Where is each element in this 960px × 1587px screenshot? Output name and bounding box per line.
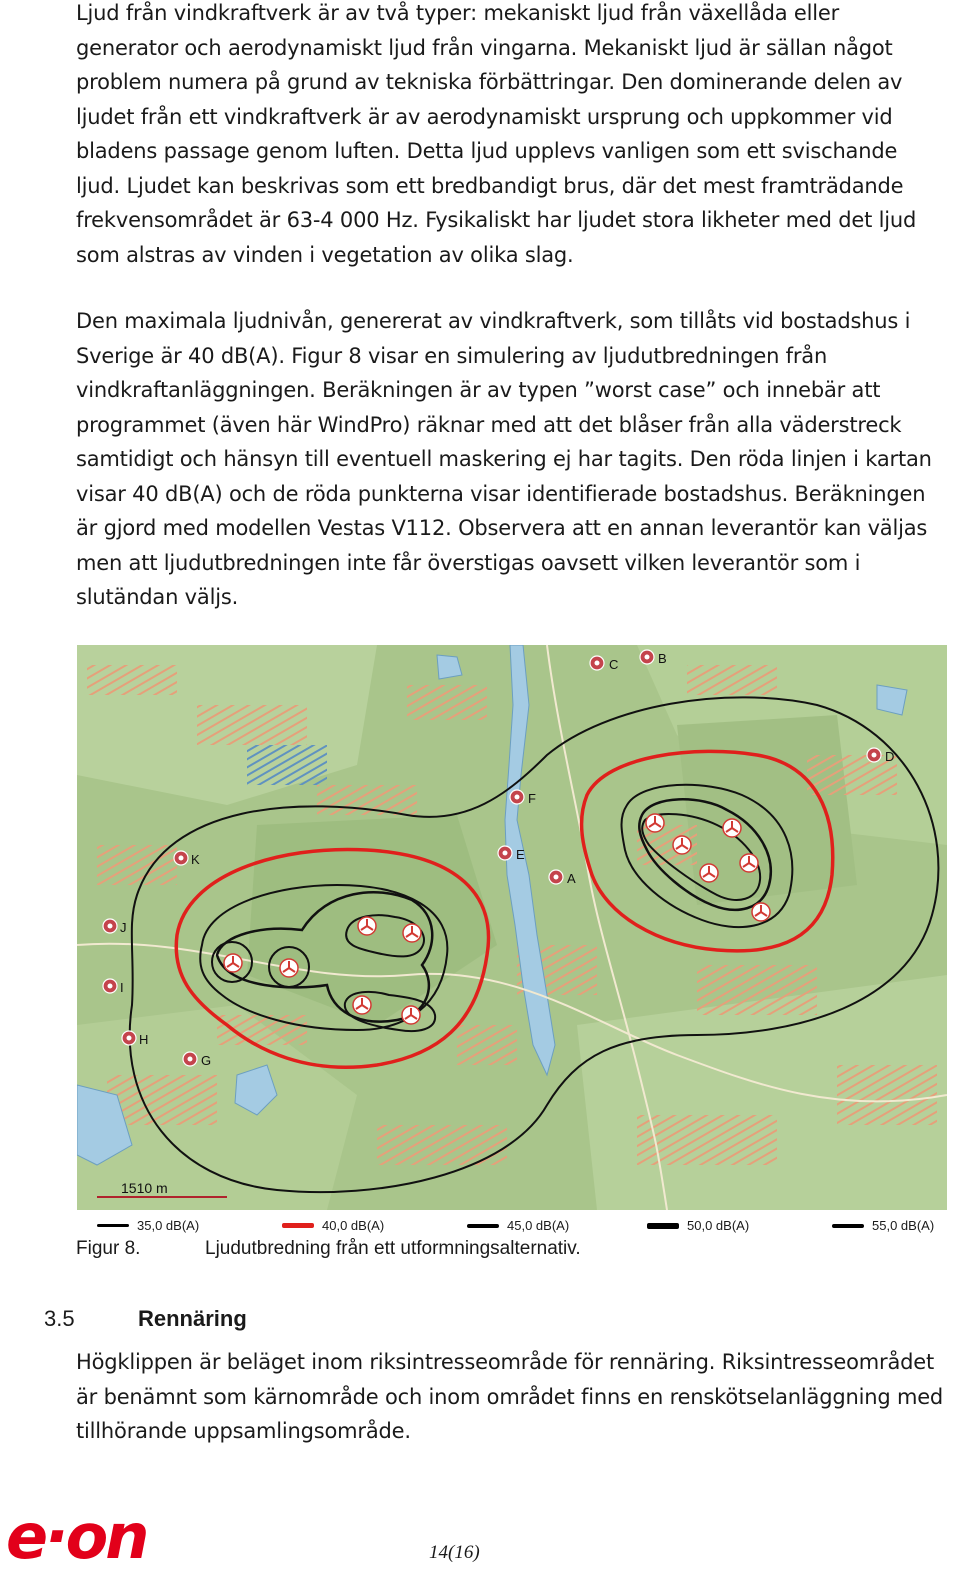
legend-item-40 xyxy=(282,1218,384,1233)
section-number: 3.5 xyxy=(44,1306,75,1331)
figure-caption xyxy=(76,1238,581,1260)
house-marker xyxy=(510,790,524,804)
house-label: C xyxy=(609,657,619,672)
house-marker xyxy=(867,748,881,762)
house-label: H xyxy=(139,1032,149,1047)
house-marker xyxy=(174,851,188,865)
page-number: 14(16) xyxy=(429,1542,480,1563)
eon-logo xyxy=(4,1498,184,1568)
scale-bar-label: 1510 m xyxy=(121,1180,168,1196)
house-label: B xyxy=(658,651,667,666)
legend-item-55 xyxy=(832,1218,934,1233)
legend-label: 50,0 dB(A) xyxy=(687,1218,750,1233)
house-label: D xyxy=(885,749,895,764)
map-legend xyxy=(77,1214,947,1240)
body-paragraph-1: Ljud från vindkraftverk är av två typer: mekaniskt ljud från växellåda eller generator och aerodynamiskt ljud från vingarna. Mekaniskt ljud är sällan något problem numera på grund av tekniska förbättringar. Den dominerande delen av ljudet från ett vindkraftverk är av aerodynamiskt ursprung och uppkommer vid bladens passage genom luften. Detta ljud upplevs vanligen som ett svischande ljud. Ljudet kan beskrivas som ett bredbandigt brus, där det mest framträdande frekvensområdet är 63-4 000 Hz. Fysikaliskt har ljudet stora likheter med det ljud som alstras av vinden i vegetation av olika slag. xyxy=(76,1,917,267)
legend-label: 40,0 dB(A) xyxy=(322,1218,385,1233)
house-label: A xyxy=(567,871,576,886)
legend-line xyxy=(467,1224,499,1228)
house-marker xyxy=(183,1052,197,1066)
house-marker xyxy=(640,650,654,664)
section-paragraph: Högklippen är beläget inom riksintresseområde för rennäring. Riksintresseområdet är benämnt som kärnområde och inom området finns en renskötselanläggning med tillhörande uppsamlingsområde. xyxy=(76,1350,944,1443)
house-label: F xyxy=(528,791,536,806)
house-marker xyxy=(122,1031,136,1045)
legend-line xyxy=(97,1224,129,1227)
body-paragraph-2: Den maximala ljudnivån, genererat av vindkraftverk, som tillåts vid bostadshus i Sverige är 40 dB(A). Figur 8 visar en simulering av ljudutbredningen från vindkraftanläggningen. Beräkningen är av typen ”worst case” och innebär att programmet (även här WindPro) räknar med att det blåser från alla väderstreck samtidigt och hänsyn till eventuell maskering ej har tagits. Den röda linjen i kartan visar 40 dB(A) och de röda punkterna visar identifierade bostadshus. Beräkningen är gjord med modellen Vestas V112. Observera att en annan leverantör kan väljas men att ljudutbredningen inte får överstigas oavsett vilken leverantör som i slutändan väljs. xyxy=(76,309,932,609)
legend-line xyxy=(282,1223,314,1228)
caption-label: Figur 8. xyxy=(76,1238,141,1259)
legend-line xyxy=(832,1224,864,1228)
caption-text: Ljudutbredning från ett utformningsalternativ. xyxy=(205,1238,581,1259)
svg-text:e·on: e·on xyxy=(6,1500,147,1568)
house-marker xyxy=(498,846,512,860)
legend-label: 45,0 dB(A) xyxy=(507,1218,570,1233)
house-marker xyxy=(103,919,117,933)
house-marker xyxy=(590,656,604,670)
legend-label: 35,0 dB(A) xyxy=(137,1218,200,1233)
house-label: I xyxy=(120,980,124,995)
legend-item-35 xyxy=(97,1218,199,1233)
house-label: K xyxy=(191,852,200,867)
house-label: E xyxy=(516,847,525,862)
noise-propagation-map xyxy=(77,645,947,1210)
legend-label: 55,0 dB(A) xyxy=(872,1218,935,1233)
house-label: G xyxy=(201,1053,212,1068)
house-marker xyxy=(103,979,117,993)
house-label: J xyxy=(120,920,127,935)
legend-line xyxy=(647,1223,679,1229)
legend-item-45 xyxy=(467,1218,569,1233)
section-title: Rennäring xyxy=(138,1306,247,1331)
house-marker xyxy=(549,870,563,884)
legend-item-50 xyxy=(647,1218,749,1233)
